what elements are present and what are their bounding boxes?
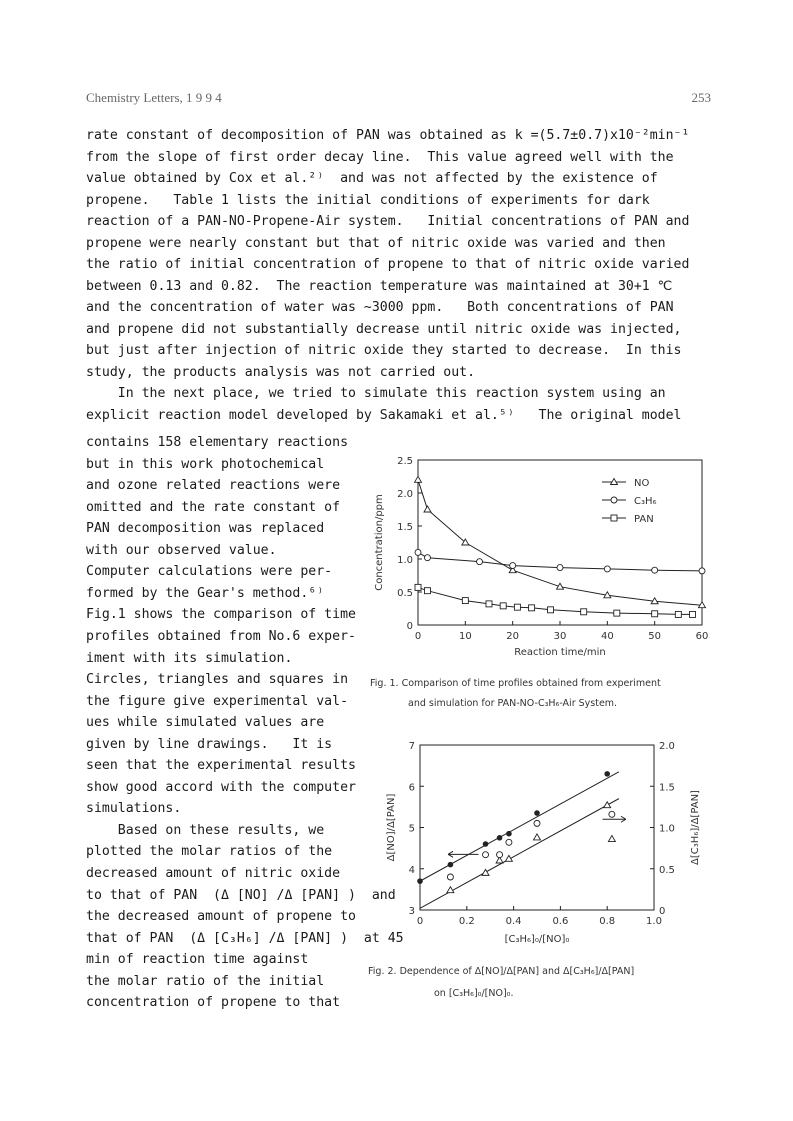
body-text-line: propene. Table 1 lists the initial conditions of experiments for dark (86, 192, 650, 208)
fig2-data-point (506, 831, 512, 837)
fig1-caption-2: and simulation for PAN-NO-C₃H₆-Air System. (408, 698, 618, 709)
fig2-x-tick-label: 0.2 (458, 916, 475, 927)
fig2-y-left-tick-label: 7 (408, 741, 415, 752)
fig1-data-point (477, 559, 483, 565)
column-text-line: that of PAN (Δ [C₃H₆] /Δ [PAN] ) at 45 (86, 930, 404, 946)
fig1-legend-marker (611, 497, 617, 503)
column-text-line: Circles, triangles and squares in (86, 672, 349, 688)
fig1-data-point (548, 607, 554, 613)
fig2-y-right-tick-label: 1.0 (659, 823, 675, 835)
fig2-x-axis-label: [C₃H₆]₀/[NO]₀ (504, 934, 570, 945)
body-text-line: reaction of a PAN-NO-Propene-Air system. Initial concentrations of PAN and (86, 214, 690, 229)
fig2-data-point (609, 811, 615, 817)
column-text-line: Based on these results, we (86, 822, 325, 838)
header-page-number: 253 (691, 90, 711, 105)
fig1-y-tick-label: 0.5 (397, 588, 413, 599)
column-text-line: PAN decomposition was replaced (86, 521, 325, 537)
fig2-data-point (448, 862, 454, 868)
fig1-data-point (675, 611, 681, 617)
fig1-data-point (424, 555, 430, 561)
fig1-data-point (614, 610, 620, 616)
fig1-data-point (529, 605, 535, 611)
body-text-line: but just after injection of nitric oxide they started to decrease. In this (86, 343, 682, 358)
fig1-data-point (604, 566, 610, 572)
figure-2-chart (372, 735, 717, 955)
fig2-data-point (483, 852, 489, 858)
fig2-x-tick-label: 0.6 (552, 916, 569, 927)
fig1-data-point (652, 611, 658, 617)
fig2-data-point (604, 771, 610, 777)
fig2-data-point (604, 802, 611, 808)
fig1-x-tick-label: 50 (648, 631, 662, 642)
fig2-data-point (447, 874, 453, 880)
column-text-line: the decreased amount of propene to (86, 909, 356, 925)
fig1-data-point (652, 567, 658, 573)
fig2-y-right-axis-label: Δ[C₃H₆]/Δ[PAN] (690, 790, 701, 865)
fig2-x-tick-label: 0 (416, 916, 424, 927)
fig2-y-left-tick-label: 4 (408, 864, 415, 876)
fig2-y-left-tick-label: 6 (408, 782, 415, 794)
fig2-x-tick-label: 0.4 (505, 916, 522, 927)
header-journal: Chemistry Letters, 1 9 9 4 (86, 90, 222, 105)
fig2-data-point (483, 841, 489, 847)
fig1-data-point (581, 609, 587, 615)
fig1-y-tick-label: 0 (406, 621, 413, 632)
fig1-data-point (415, 476, 422, 482)
fig1-y-tick-label: 1.5 (397, 522, 413, 533)
fig1-legend-propene: C₃H₆ (634, 496, 657, 507)
column-text-line: seen that the experimental results (86, 758, 356, 774)
column-text-line: plotted the molar ratios of the (86, 844, 333, 860)
fig2-y-right-tick-label: 0 (659, 906, 666, 917)
fig2-y-right-tick-label: 2.0 (659, 741, 675, 752)
fig1-legend-marker (611, 515, 617, 521)
column-text-line: iment with its simulation. (86, 650, 293, 666)
fig1-y-tick-label: 2.5 (397, 456, 413, 467)
fig1-x-tick-label: 0 (414, 631, 422, 642)
body-text-line: the ratio of initial concentration of propene to that of nitric oxide varied (86, 257, 690, 272)
body-text-line: propene were nearly constant but that of nitric oxide was varied and then (86, 235, 666, 251)
column-text-line: the figure give experimental val- (86, 693, 349, 709)
fig2-arrow-right-axis (603, 816, 626, 822)
fig1-plot-frame (418, 460, 702, 625)
fig2-y-left-axis-label: Δ[NO]/Δ[PAN] (386, 793, 397, 862)
column-text-line: min of reaction time against (86, 952, 309, 968)
body-text-line: In the next place, we tried to simulate this reaction system using an (86, 386, 666, 401)
column-text-line: concentration of propene to that (86, 995, 341, 1011)
body-text-line: from the slope of first order decay line. This value agreed well with the (86, 149, 674, 165)
fig2-arrow-left-axis (448, 851, 478, 857)
fig1-data-point (514, 604, 520, 610)
body-text-line: explicit reaction model developed by Sakamaki et al.⁵⁾ The original model (86, 407, 682, 423)
body-text-line: study, the products analysis was not carried out. (86, 364, 476, 380)
fig1-x-tick-label: 30 (553, 631, 567, 642)
column-text-line: simulations. (86, 801, 182, 817)
fig2-plot-frame (420, 745, 654, 910)
column-text-line: with our observed value. (86, 542, 277, 558)
column-text-line: show good accord with the computer (86, 779, 356, 795)
fig1-data-point (424, 506, 431, 512)
fig1-x-tick-label: 60 (695, 631, 709, 642)
column-text-line: decreased amount of nitric oxide (86, 866, 341, 881)
body-text-line: and propene did not substantially decrease until nitric oxide was injected, (86, 321, 682, 337)
column-text-line: contains 158 elementary reactions (86, 435, 349, 450)
fig1-x-tick-label: 20 (506, 631, 520, 642)
column-text-line: formed by the Gear's method.⁶⁾ (86, 585, 325, 601)
fig2-data-point (608, 836, 615, 842)
column-text-line: Fig.1 shows the comparison of time (86, 607, 356, 623)
column-text-line: but in this work photochemical (86, 456, 325, 472)
fig1-data-point (486, 601, 492, 607)
fig2-data-point (482, 869, 489, 875)
fig1-data-point (690, 611, 696, 617)
fig1-y-tick-label: 2.0 (397, 489, 413, 500)
fig1-y-tick-label: 1.0 (397, 555, 413, 566)
fig2-caption-1: Fig. 2. Dependence of Δ[NO]/Δ[PAN] and Δ[C₃H₆]/Δ[PAN] (368, 966, 635, 977)
fig1-x-axis-label: Reaction time/min (514, 647, 606, 658)
fig1-caption-1: Fig. 1. Comparison of time profiles obtained from experiment (370, 678, 661, 689)
fig2-x-tick-label: 0.8 (599, 916, 616, 927)
fig1-data-point (557, 565, 563, 571)
column-text-line: ues while simulated values are (86, 715, 325, 731)
fig2-y-left-tick-label: 5 (408, 823, 415, 835)
fig2-data-point (506, 839, 512, 845)
body-text-line: and the concentration of water was ~3000 ppm. Both concentrations of PAN (86, 300, 674, 315)
fig1-data-point (510, 563, 516, 569)
body-text-line: value obtained by Cox et al.²⁾ and was not affected by the existence of (86, 171, 658, 186)
fig1-data-point (424, 588, 430, 594)
fig1-legend-pan: PAN (634, 514, 654, 525)
column-text-line: to that of PAN (Δ [NO] /Δ [PAN] ) and (86, 887, 396, 903)
fig1-y-axis-label: Concentration/ppm (374, 494, 385, 591)
fig2-data-point (497, 835, 503, 841)
fig1-legend-no: NO (634, 478, 650, 489)
column-text-line: Computer calculations were per- (86, 564, 333, 580)
column-text-line: omitted and the rate constant of (86, 499, 341, 515)
fig1-data-point (415, 584, 421, 590)
column-text-line: profiles obtained from No.6 exper- (86, 628, 356, 644)
fig2-x-tick-label: 1.0 (646, 916, 662, 927)
fig2-data-point (534, 820, 540, 826)
body-text-line: between 0.13 and 0.82. The reaction temperature was maintained at 30+1 ℃ (86, 278, 673, 294)
fig2-data-point (534, 810, 540, 816)
column-text-line: and ozone related reactions were (86, 478, 341, 494)
fig1-x-tick-label: 40 (600, 631, 614, 642)
fig1-x-tick-label: 10 (458, 631, 472, 642)
column-text-line: given by line drawings. It is (86, 736, 333, 752)
column-text-line: the molar ratio of the initial (86, 973, 325, 989)
fig1-data-point (462, 598, 468, 604)
fig2-data-point (534, 834, 541, 840)
figure-1-chart (362, 450, 707, 662)
fig2-y-right-tick-label: 1.5 (659, 782, 675, 794)
fig2-data-point (417, 878, 423, 884)
fig1-data-point (415, 549, 421, 555)
body-text-line: rate constant of decomposition of PAN was obtained as k =(5.7±0.7)x10⁻²min⁻¹ (86, 128, 690, 143)
fig1-data-point (699, 568, 705, 574)
fig1-data-point (500, 603, 506, 609)
fig2-caption-2: on [C₃H₆]₀/[NO]₀. (434, 988, 514, 999)
fig2-data-point (497, 852, 503, 858)
fig2-y-right-tick-label: 0.5 (659, 864, 675, 876)
fig2-y-left-tick-label: 3 (408, 906, 415, 917)
